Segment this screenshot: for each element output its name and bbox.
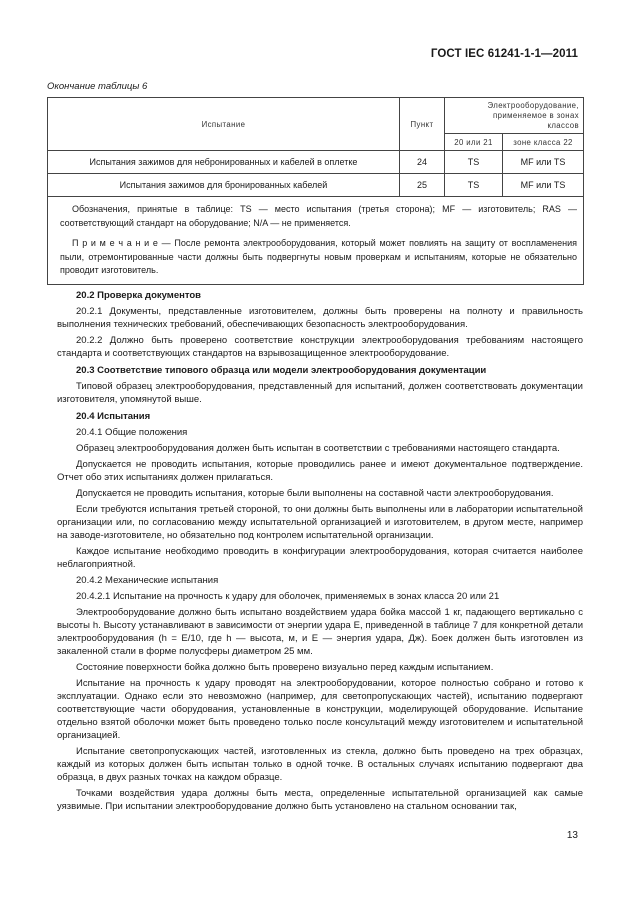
col-zone-b-header: зоне класса 22 bbox=[503, 134, 584, 151]
document-body bbox=[57, 285, 583, 816]
paragraph: Образец электрооборудования должен быть испытан в соответствии с требованиями настоящего стандарта. bbox=[76, 443, 560, 454]
row-zone-a: TS bbox=[445, 151, 503, 174]
paragraph: Испытание на прочность к удару проводят на электрооборудовании, которое полностью собрано и готово к эксплуатации. Однако если это невозможно (например, для светопропускающих частей), испытанию подвергают соответствующие части оборудования, установленные в конструкции, моделирующей оборудование. Испытание отдельно взятой оболочки может быть проведено только после консультаций между изготовителем и испытательной организацией. bbox=[57, 678, 583, 741]
paragraph: 20.4.2.1 Испытание на прочность к удару для оболочек, применяемых в зонах класса 20 или 21 bbox=[76, 591, 500, 602]
paragraph: 20.2.1 Документы, представленные изготовителем, должны быть проверены на полноту и правильность выполнения технических требований, обеспечивающих безопасность электрооборудования. bbox=[57, 306, 583, 330]
paragraph: Типовой образец электрооборудования, представленный для испытаний, должен соответствовать документации изготовителя, упомянутой выше. bbox=[57, 381, 583, 405]
paragraph: 20.4.2 Механические испытания bbox=[76, 575, 219, 586]
paragraph: Состояние поверхности бойка должно быть проверено визуально перед каждым испытанием. bbox=[76, 662, 494, 673]
page-number: 13 bbox=[566, 830, 578, 841]
paragraph: Каждое испытание необходимо проводить в конфигурации электрооборудования, которая считается наиболее неблагоприятной. bbox=[57, 546, 583, 570]
paragraph: Допускается не проводить испытания, которые были выполнены на составной части электрооборудования. bbox=[76, 488, 554, 499]
table-remark: П р и м е ч а н и е — После ремонта электрооборудования, который может повлиять на защиту от воспламенения пыли, отремонтированные части должны быть подвергнуты новым проверкам и испытаниям, которые не обязательно проводит изготовитель. bbox=[60, 238, 577, 275]
row-clause: 24 bbox=[400, 151, 445, 174]
paragraph: Электрооборудование должно быть испытано воздействием удара бойка массой 1 кг, падающего вертикально с высоты h. Высоту устанавливают в зависимости от энергии удара E, приведенной в таблице 7 для конкретной детали электрооборудования (h = E/10, где h — высота, м, и E — энергия удара, Дж). Боек должен быть изготовлен из закаленной стали в форме полусферы диаметром 25 мм. bbox=[57, 607, 583, 657]
paragraph: Допускается не проводить испытания, которые проводились ранее и имеют документальное подтверждение. Отчет обо этих испытаниях должен прилагаться. bbox=[57, 459, 583, 483]
table-row bbox=[48, 174, 584, 197]
row-test: Испытания зажимов для бронированных кабелей bbox=[48, 174, 400, 197]
paragraph: Испытание светопропускающих частей, изготовленных из стекла, должно быть проведено на трех образцах, каждый из которых должен быть испытан только в одной точке. В остальных случаях испытанию подвергают два образца, в двух разных точках на каждом образце. bbox=[57, 746, 583, 783]
col-zone-a-header: 20 или 21 bbox=[445, 134, 503, 151]
row-clause: 25 bbox=[400, 174, 445, 197]
row-zone-b: MF или TS bbox=[503, 174, 584, 197]
paragraph: Если требуются испытания третьей стороной, то они должны быть выполнены или в лаборатории испытательной организации или, по согласованию между испытательной организацией и изготовителем, в другом месте, например на заводе-изготовителе, но обязательно под контролем испытательной организации. bbox=[57, 504, 583, 541]
table-row bbox=[48, 151, 584, 174]
test-table bbox=[47, 97, 584, 285]
row-zone-b: MF или TS bbox=[503, 151, 584, 174]
paragraph: Точками воздействия удара должны быть места, определенные испытательной организацией как самые уязвимые. При испытании электрооборудование должно быть установлено на стальном основании так, bbox=[57, 788, 583, 812]
table-notes bbox=[48, 197, 584, 285]
section-heading: 20.2 Проверка документов bbox=[76, 290, 202, 301]
table-caption: Окончание таблицы 6 bbox=[47, 81, 148, 92]
section-heading: 20.3 Соответствие типового образца или модели электрооборудования документации bbox=[76, 365, 487, 376]
paragraph: 20.4.1 Общие положения bbox=[76, 427, 188, 438]
section-heading: 20.4 Испытания bbox=[76, 411, 151, 422]
paragraph: 20.2.2 Должно быть проверено соответствие конструкции электрооборудования требованиям настоящего стандарта и соответствующих стандартов на взрывозащищенное электрооборудование. bbox=[57, 335, 583, 359]
col-equipment-header: Электрооборудование, применяемое в зонах классов bbox=[445, 98, 584, 134]
table-legend: Обозначения, принятые в таблице: TS — место испытания (третья сторона); MF — изготовитель; RAS — соответствующий стандарт на оборудование; N/A — не применяется. bbox=[60, 204, 577, 228]
row-zone-a: TS bbox=[445, 174, 503, 197]
document-header: ГОСТ IEC 61241-1-1—2011 bbox=[430, 48, 578, 60]
col-test-header: Испытание bbox=[48, 98, 400, 151]
col-clause-header: Пункт bbox=[400, 98, 445, 151]
row-test: Испытания зажимов для небронированных и кабелей в оплетке bbox=[48, 151, 400, 174]
